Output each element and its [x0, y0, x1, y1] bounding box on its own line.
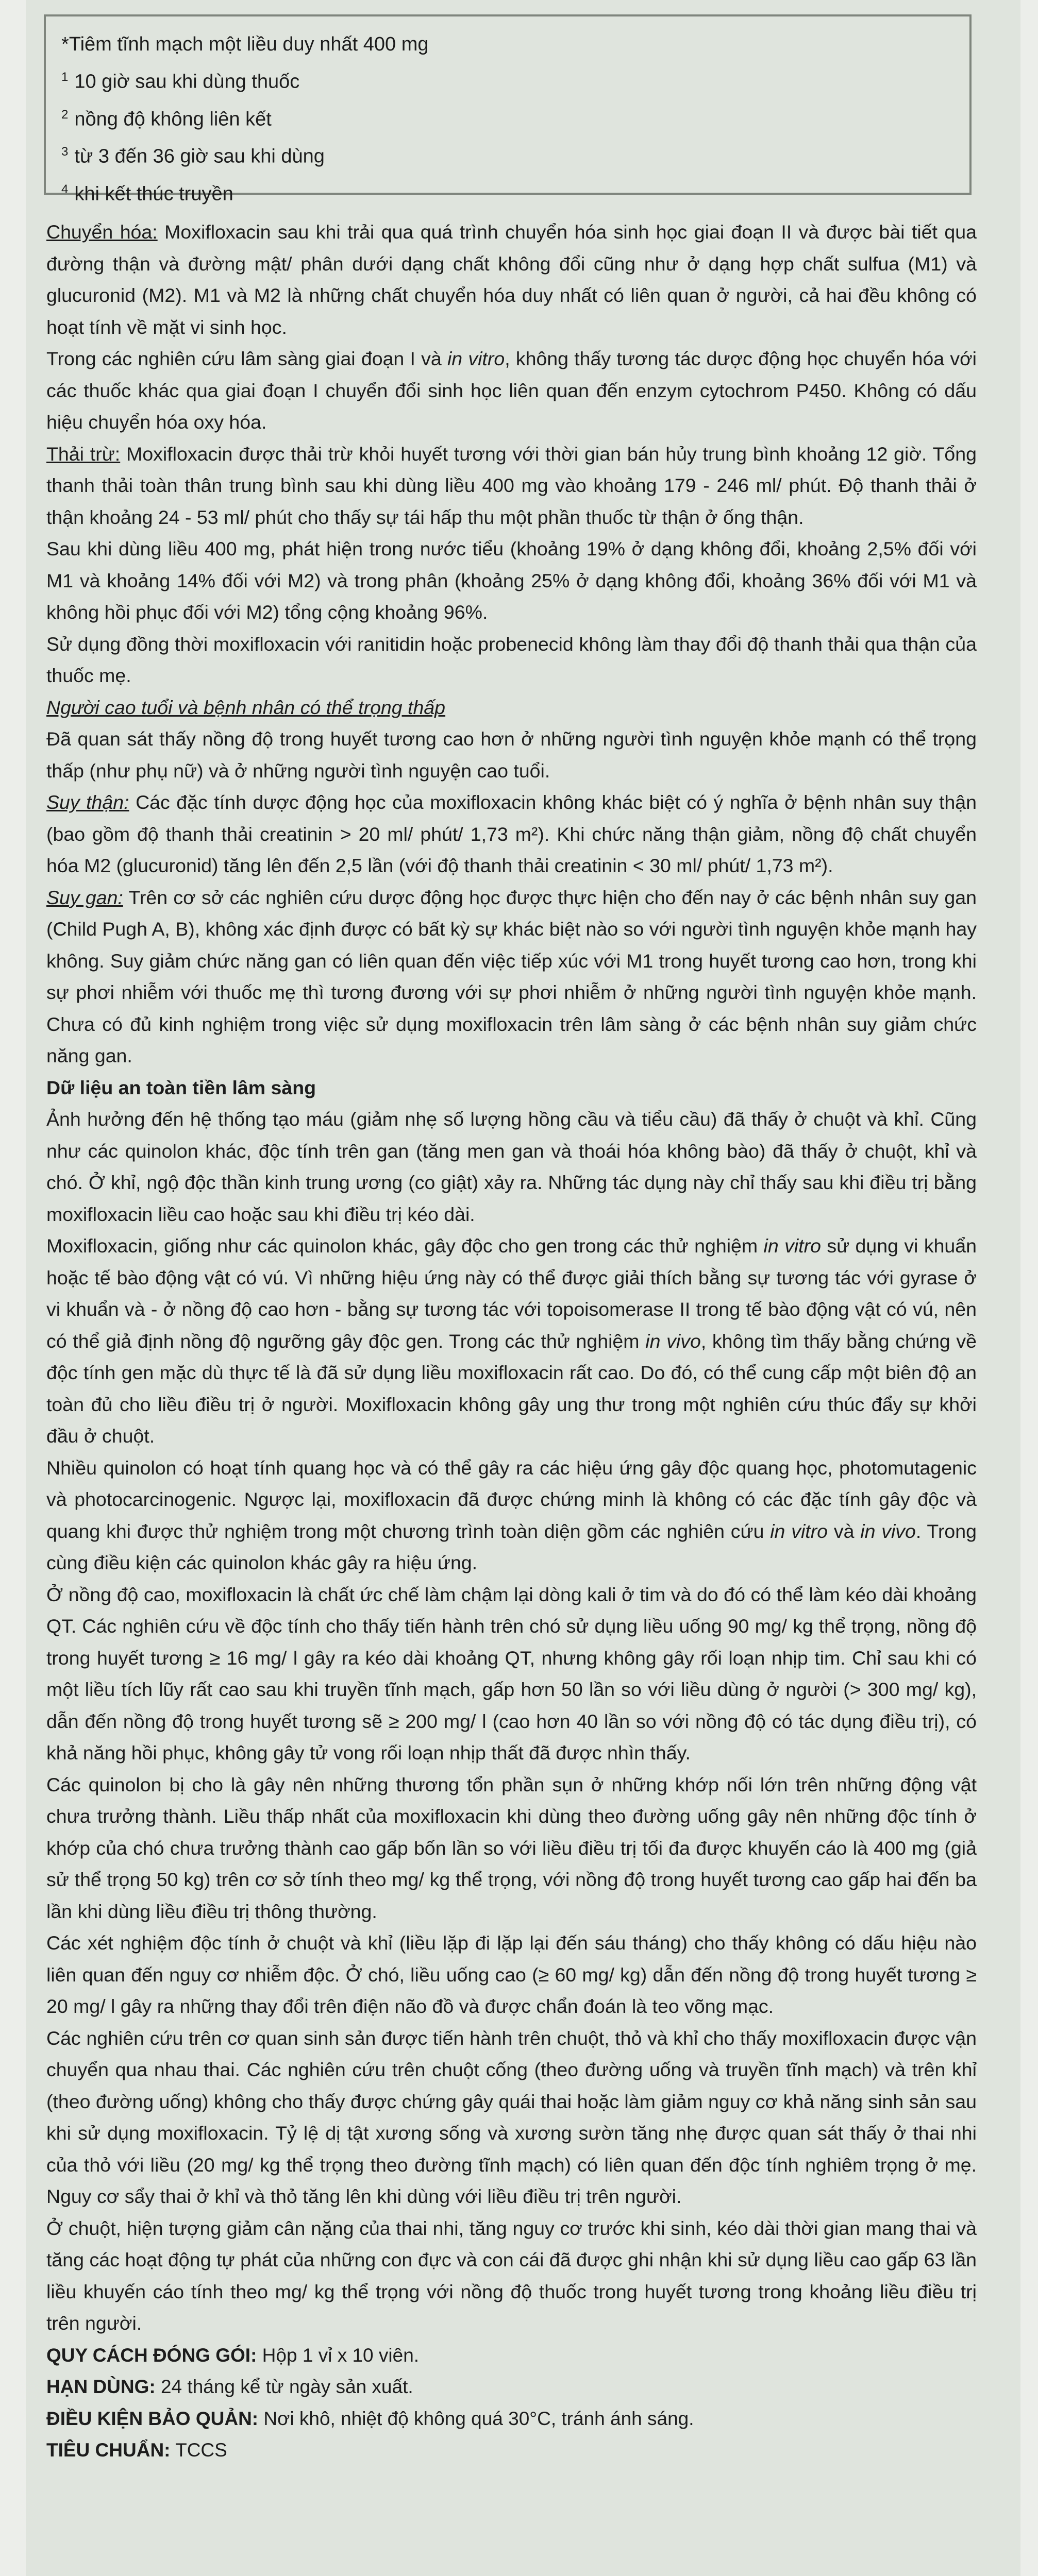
preclinical-paragraph-8: Ở chuột, hiện tượng giảm cân nặng của thai nhi, tăng nguy cơ trước khi sinh, kéo dài thời gian mang thai và tăng các hoạt động tự phát của những con đực và con cái đã được ghi nhận khi sử dụng liều cao gấp 63 lần liều khuyến cáo tính theo mg/ kg thể trọng với nồng độ thuốc trong huyết tương trong khoảng liều điều trị trên người. — [46, 2217, 977, 2334]
preclinical-paragraph-2: Moxifloxacin, giống như các quinolon khác, gây độc cho gen trong các thử nghiệm in vitro sử dụng vi khuẩn hoặc tế bào động vật có vú. Vì những hiệu ứng này có thể được giải thích bằng sự tương tác với gyrase ở vi khuẩn và - ở nồng độ cao hơn - bằng sự tương tác với topoisomerase II trong tế bào động vật có vú, nên có thể giả định nồng độ ngưỡng gây độc gen. Trong các thử nghiệm in vivo, không tìm thấy bằng chứng về độc tính gen mặc dù thực tế là đã sử dụng liều moxifloxacin rất cao. Do đó, có thể cung cấp một biên độ an toàn đủ cho liều điều trị ở người. Moxifloxacin không gây ung thư trong một nghiên cứu thúc đẩy sự khởi đầu ở chuột. — [46, 1235, 977, 1447]
leaflet-body — [46, 216, 977, 2466]
preclinical-paragraph-6: Các xét nghiệm độc tính ở chuột và khỉ (liều lặp đi lặp lại đến sáu tháng) cho thấy không có dấu hiệu nào liên quan đến nguy cơ nhiễm độc. Ở chó, liều uống cao (≥ 60 mg/ kg) dẫn đến nồng độ trong huyết tương ≥ 20 mg/ l gây ra những thay đổi trên điện não đồ và được chẩn đoán là teo võng mạc. — [46, 1932, 977, 2017]
metabolism-paragraph: Chuyển hóa: Moxifloxacin sau khi trải qua quá trình chuyển hóa sinh học giai đoạn II và được bài tiết qua đường thận và đường mật/ phân dưới dạng chất không đổi cũng như ở dạng hợp chất sulfua (M1) và glucuronid (M2). M1 và M2 là những chất chuyển hóa duy nhất có liên quan ở người, cả hai đều không có hoạt tính về mặt vi sinh học. — [46, 221, 977, 338]
preclinical-paragraph-4: Ở nồng độ cao, moxifloxacin là chất ức chế làm chậm lại dòng kali ở tim và do đó có thể làm kéo dài khoảng QT. Các nghiên cứu về độc tính cho thấy tiến hành trên chó sử dụng liều uống 90 mg/ kg thể trọng, nồng độ trong huyết tương ≥ 16 mg/ l gây ra kéo dài khoảng QT, nhưng không gây rối loạn nhịp tim. Chỉ sau khi có một liều tích lũy rất cao sau khi truyền tĩnh mạch, gấp hơn 50 lần so với liều dùng ở người (> 300 mg/ kg), dẫn đến nồng độ trong huyết tương sẽ ≥ 200 mg/ l (cao hơn 40 lần so với nồng độ có tác dụng điều trị), có khả năng hồi phục, không gây tử vong rối loạn nhịp thất đã được nhìn thấy. — [46, 1583, 977, 1764]
hepatic-paragraph: Suy gan: Trên cơ sở các nghiên cứu dược động học được thực hiện cho đến nay ở các bệnh nhân suy gan (Child Pugh A, B), không xác định được có bất kỳ sự khác biệt nào so với người tình nguyện khỏe mạnh hay không. Suy giảm chức năng gan có liên quan đến việc tiếp xúc với M1 trong huyết tương cao hơn, trong khi sự phơi nhiễm với thuốc mẹ thì tương đương với sự phơi nhiễm ở những người tình nguyện khỏe mạnh. Chưa có đủ kinh nghiệm trong việc sử dụng moxifloxacin trên lâm sàng ở các bệnh nhân suy giảm chức năng gan. — [46, 886, 977, 1066]
standard-line: TIÊU CHUẨN: TCCS — [46, 2439, 227, 2461]
footnote-line: $^1$ 10 giờ sau khi dùng thuốc — [61, 70, 300, 93]
elimination-paragraph-3: Sử dụng đồng thời moxifloxacin với ranitidin hoặc probenecid không làm thay đổi độ thanh thải qua thận của thuốc mẹ. — [46, 633, 977, 686]
elderly-paragraph: Đã quan sát thấy nồng độ trong huyết tương cao hơn ở những người tình nguyện khỏe mạnh có thể trọng thấp (như phụ nữ) và ở những người tình nguyện cao tuổi. — [46, 728, 977, 782]
metabolism-paragraph-2: Trong các nghiên cứu lâm sàng giai đoạn I và in vitro, không thấy tương tác dược động học chuyển hóa với các thuốc khác qua giai đoạn I chuyển đổi sinh học liên quan đến enzym cytochrom P450. Không có dấu hiệu chuyển hóa oxy hóa. — [46, 348, 977, 433]
footnote-line: $^3$ từ 3 đến 36 giờ sau khi dùng — [61, 145, 325, 167]
preclinical-heading: Dữ liệu an toàn tiền lâm sàng — [46, 1076, 316, 1098]
renal-paragraph: Suy thận: Các đặc tính dược động học của moxifloxacin không khác biệt có ý nghĩa ở bệnh nhân suy thận (bao gồm độ thanh thải creatinin > 20 ml/ phút/ 1,73 m²). Khi chức năng thận giảm, nồng độ chất chuyển hóa M2 (glucuronid) tăng lên đến 2,5 lần (với độ thanh thải creatinin < 30 ml/ phút/ 1,73 m²). — [46, 791, 977, 876]
packaging-line: QUY CÁCH ĐÓNG GÓI: Hộp 1 vỉ x 10 viên. — [46, 2344, 420, 2366]
elimination-paragraph-2: Sau khi dùng liều 400 mg, phát hiện trong nước tiểu (khoảng 19% ở dạng không đổi, khoảng 2,5% đối với M1 và khoảng 14% đối với M2) và trong phân (khoảng 25% ở dạng không đổi, khoảng 36% đối với M1 và không hồi phục đối với M2) tổng cộng khoảng 96%. — [46, 538, 977, 623]
footnote-line: $^2$ nồng độ không liên kết — [61, 107, 272, 130]
preclinical-paragraph-1: Ảnh hưởng đến hệ thống tạo máu (giảm nhẹ số lượng hồng cầu và tiểu cầu) đã thấy ở chuột và khỉ. Cũng như các quinolon khác, độc tính trên gan (tăng men gan và thoái hóa không bào) đã thấy ở chuột, khỉ và chó. Ở khỉ, ngộ độc thần kinh trung ương (co giật) xảy ra. Những tác dụng này chỉ thấy sau khi điều trị bằng moxifloxacin liều cao hoặc sau khi điều trị kéo dài. — [46, 1108, 977, 1225]
expiry-line: HẠN DÙNG: 24 tháng kể từ ngày sản xuất. — [46, 2376, 413, 2397]
footnotes-box — [44, 14, 972, 205]
footnote-line: *Tiêm tĩnh mạch một liều duy nhất 400 mg — [61, 33, 429, 55]
footnote-line: $^4$ khi kết thúc truyền — [61, 182, 233, 205]
elderly-heading: Người cao tuổi và bệnh nhân có thể trọng thấp — [46, 696, 446, 718]
preclinical-paragraph-5: Các quinolon bị cho là gây nên những thương tổn phần sụn ở những khớp nối lớn trên những động vật chưa trưởng thành. Liều thấp nhất của moxifloxacin khi dùng theo đường uống gây nên những độc tính ở khớp của chó chưa trưởng thành cao gấp bốn lần so với liều điều trị tối đa được khuyến cáo là 400 mg (giả sử thể trọng 50 kg) trên cơ sở tính theo mg/ kg thể trọng, với nồng độ trong huyết tương cao gấp hai đến ba lần khi dùng liều điều trị thông thường. — [46, 1773, 977, 1922]
preclinical-paragraph-3: Nhiều quinolon có hoạt tính quang học và có thể gây ra các hiệu ứng gây độc quang học, photomutagenic và photocarcinogenic. Ngược lại, moxifloxacin đã được chứng minh là không có các đặc tính gây độc và quang khi được thử nghiệm trong một chương trình toàn diện gồm các nghiên cứu in vitro và in vivo. Trong cùng điều kiện các quinolon khác gây ra hiệu ứng. — [46, 1456, 977, 1573]
elimination-paragraph: Thải trừ: Moxifloxacin được thải trừ khỏi huyết tương với thời gian bán hủy trung bình khoảng 12 giờ. Tổng thanh thải toàn thân trung bình sau khi dùng liều 400 mg vào khoảng 179 - 246 ml/ phút. Độ thanh thải ở thận khoảng 24 - 53 ml/ phút cho thấy sự tái hấp thu một phần thuốc từ thận ở ống thận. — [46, 443, 977, 528]
storage-line: ĐIỀU KIỆN BẢO QUẢN: Nơi khô, nhiệt độ không quá 30°C, tránh ánh sáng. — [46, 2408, 694, 2429]
preclinical-paragraph-7: Các nghiên cứu trên cơ quan sinh sản được tiến hành trên chuột, thỏ và khỉ cho thấy moxifloxacin được vận chuyển qua nhau thai. Các nghiên cứu trên chuột cống (theo đường uống và truyền tĩnh mạch) và trên khỉ (theo đường uống) không cho thấy được chứng gây quái thai hoặc làm giảm nguy cơ khả năng sinh sản sau khi sử dụng moxifloxacin. Tỷ lệ dị tật xương sống và xương sườn tăng nhẹ được quan sát thấy ở thai nhi của thỏ với liều (20 mg/ kg thể trọng theo đường tĩnh mạch) có liên quan đến độc tính nghiêm trọng ở mẹ. Nguy cơ sẩy thai ở khỉ và thỏ tăng lên khi dùng với liều điều trị trên người. — [46, 2027, 977, 2207]
